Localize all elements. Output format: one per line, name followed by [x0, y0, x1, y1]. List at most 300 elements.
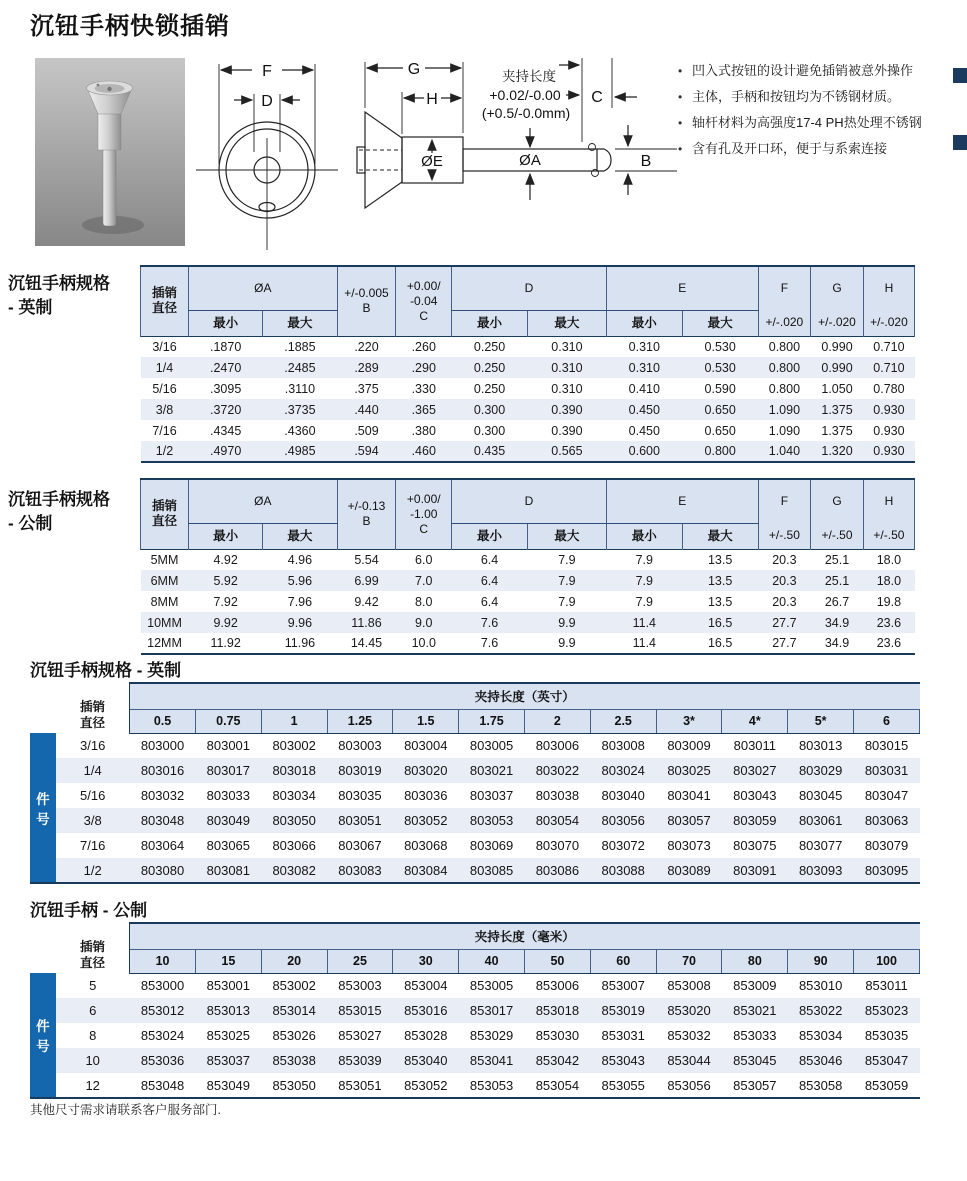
cell-value: .3735: [284, 402, 316, 417]
subheader-max: 最大: [263, 523, 337, 549]
cell-value: 803011: [733, 738, 777, 754]
size-header: 5*: [788, 709, 854, 733]
cell-value: 803040: [601, 788, 645, 803]
cell-value: 853046: [798, 1053, 843, 1068]
cell-value: 853020: [667, 1003, 711, 1018]
subheader-min: 最小: [606, 310, 682, 336]
cell-value: 803088: [601, 862, 645, 878]
row-diameter: 5/16: [152, 381, 177, 396]
cell-value: 853027: [338, 1028, 382, 1043]
cell-value: 0.565: [551, 444, 583, 458]
col-header-a: ØA: [188, 266, 337, 310]
cell-value: 803082: [272, 862, 316, 878]
cell-value: 6.4: [452, 549, 528, 570]
cell-value: 853051: [338, 1077, 382, 1093]
cell-value: 0.390: [551, 423, 583, 438]
cell-value: 27.7: [772, 615, 797, 630]
cell-value: 0.590: [704, 381, 736, 396]
cell-value: 803080: [140, 862, 185, 878]
cell-value: 803070: [535, 838, 580, 853]
cell-value: 853029: [469, 1028, 514, 1043]
cell-value: 803018: [272, 763, 316, 778]
table-row: [141, 357, 915, 378]
cell-value: 803019: [338, 763, 382, 778]
cell-value: 13.5: [707, 594, 733, 609]
cell-value: 0.800: [758, 336, 811, 357]
size-header: 6: [854, 709, 920, 733]
cell-value: 853048: [140, 1077, 185, 1093]
cell-value: 14.45: [350, 636, 383, 650]
cell-value: 0.710: [863, 336, 914, 357]
dim-label-c: C: [591, 89, 603, 106]
cell-value: 7.96: [287, 594, 313, 609]
cell-value: 853059: [864, 1077, 909, 1093]
row-diameter: 8MM: [150, 594, 179, 609]
cell-value: 803051: [338, 813, 382, 828]
cell-value: 803004: [404, 738, 448, 754]
cell-value: 853041: [469, 1053, 514, 1068]
cell-value: 0.300: [473, 423, 506, 438]
cell-value: 1.320: [821, 444, 853, 458]
cell-value: 803093: [798, 862, 843, 878]
cell-value: .594: [354, 444, 379, 458]
cell-value: 11.96: [284, 636, 316, 650]
cell-value: 803059: [733, 813, 777, 828]
cell-value: 803066: [272, 838, 316, 853]
cell-value: 853054: [535, 1077, 580, 1093]
cell-value: 0.600: [628, 444, 660, 458]
subheader-min: 最小: [452, 523, 528, 549]
cell-value: 0.990: [811, 336, 864, 357]
band-label: 号: [36, 1039, 50, 1054]
cell-value: 803091: [733, 862, 777, 878]
size-header: 20: [261, 949, 327, 973]
cell-value: 11.86: [351, 615, 382, 630]
cell-value: 5.92: [213, 573, 238, 588]
cell-value: 803008: [601, 738, 645, 754]
cell-value: 853014: [272, 1003, 316, 1018]
cell-value: 853047: [864, 1053, 909, 1068]
cell-value: .460: [411, 444, 436, 458]
cell-value: 803048: [140, 813, 185, 828]
cell-value: 853032: [667, 1028, 711, 1043]
cell-value: 853028: [404, 1028, 448, 1043]
grip-length-label: 夹持长度: [502, 69, 556, 84]
cell-value: 0.450: [628, 423, 660, 438]
bullet-icon: •: [678, 142, 683, 156]
cell-value: 853016: [404, 1003, 448, 1018]
cell-value: 0.530: [704, 360, 736, 375]
table-row: [30, 783, 920, 808]
cell-value: 19.8: [876, 594, 902, 609]
cell-value: 803077: [798, 838, 843, 853]
col-header-diameter: 插销 直径: [141, 479, 189, 549]
subheader-g-tol: +/-.020: [811, 310, 864, 336]
cell-value: 0.530: [682, 336, 758, 357]
cell-value: .375: [354, 381, 379, 396]
cell-value: 803063: [864, 813, 909, 828]
cell-value: 803001: [206, 738, 251, 754]
dim-label-h: H: [426, 91, 438, 108]
section-heading-pn-inch: 沉钮手柄规格 - 英制: [30, 661, 182, 680]
cell-value: .4985: [284, 444, 316, 458]
cell-value: 803016: [140, 763, 185, 778]
cell-value: 803024: [601, 763, 645, 778]
cell-value: 803017: [206, 763, 251, 778]
size-header: 2: [524, 709, 590, 733]
feature-text: 凹入式按钮的设计避免插销被意外操作: [692, 63, 914, 78]
cell-value: .3720: [209, 402, 242, 417]
cell-value: 0.800: [768, 381, 801, 396]
cell-value: 0.450: [628, 402, 660, 417]
cell-value: 7.9: [558, 594, 576, 609]
cell-value: 9.92: [213, 615, 238, 630]
cell-value: 7.9: [635, 573, 653, 588]
cell-value: 1.040: [768, 444, 801, 458]
cell-value: 0.310: [551, 381, 583, 396]
cell-value: 26.7: [824, 594, 850, 609]
cell-value: 27.7: [772, 636, 797, 650]
dim-label-b: B: [640, 153, 652, 170]
cell-value: 853003: [338, 978, 382, 994]
cell-value: 853002: [272, 978, 316, 994]
section-label-spec-metric: 沉钮手柄规格 - 公制: [8, 490, 110, 533]
cell-value: 853045: [733, 1053, 777, 1068]
cell-value: 803053: [469, 813, 514, 828]
cell-value: 853019: [601, 1003, 645, 1018]
cell-value: 803021: [469, 763, 514, 778]
cell-value: 853001: [206, 978, 251, 994]
cell-value: 803031: [864, 763, 909, 778]
cell-value: 1.375: [821, 402, 853, 417]
cell-value: 803029: [798, 763, 843, 778]
size-header: 60: [590, 949, 656, 973]
cell-value: 0.410: [628, 381, 660, 396]
cell-value: 803050: [272, 813, 316, 828]
cell-value: .330: [411, 381, 436, 396]
col-header-d: D: [452, 479, 607, 523]
cell-value: 803052: [404, 813, 448, 828]
cell-value: 803067: [338, 838, 382, 853]
cell-value: 803061: [798, 813, 843, 828]
cell-value: 5.96: [287, 573, 313, 588]
subheader-h-tol: +/-.50: [863, 523, 914, 549]
bullet-icon: •: [678, 64, 683, 78]
cell-value: 6.4: [480, 594, 499, 609]
col-header-c: +0.00/ -1.00 C: [396, 479, 452, 549]
cell-value: 803022: [535, 763, 580, 778]
cell-value: 853026: [272, 1028, 316, 1043]
size-header: 1.5: [393, 709, 459, 733]
part-number-table-inch: [30, 682, 920, 884]
cell-value: 803000: [140, 738, 185, 754]
cell-value: .220: [337, 336, 396, 357]
cell-value: 853031: [601, 1028, 645, 1043]
cell-value: 853017: [469, 1003, 514, 1018]
cell-value: .380: [411, 423, 436, 438]
table-row: [141, 399, 915, 420]
cell-value: 803033: [206, 788, 251, 803]
cell-value: 9.0: [415, 615, 433, 630]
cell-value: 16.5: [707, 615, 733, 630]
table-row: [30, 998, 920, 1023]
cell-value: 20.3: [758, 549, 811, 570]
cell-value: 803005: [469, 738, 514, 754]
cell-value: 4.96: [263, 549, 337, 570]
cell-value: 803056: [601, 813, 645, 828]
col-header-e: E: [606, 266, 758, 310]
col-header-a: ØA: [188, 479, 337, 523]
subheader-f-tol: +/-.50: [758, 523, 811, 549]
size-header: 40: [459, 949, 525, 973]
cell-value: 0.650: [704, 402, 736, 417]
cell-value: 853021: [733, 1003, 777, 1018]
cell-value: 853004: [404, 978, 448, 994]
cell-value: 0.250: [473, 360, 506, 375]
cell-value: 853006: [535, 978, 580, 994]
cell-value: 7.9: [527, 549, 606, 570]
band-label: 件: [36, 1019, 50, 1034]
page-title: 沉钮手柄快锁插销: [30, 13, 230, 40]
cell-value: 20.3: [772, 594, 797, 609]
cell-value: 9.9: [558, 615, 576, 630]
col-header-g: G: [811, 266, 864, 310]
cell-value: .3095: [209, 381, 242, 396]
spec-table-inch: [140, 265, 915, 463]
feature-item: [678, 58, 966, 84]
cell-value: 803086: [535, 862, 580, 878]
subheader-min: 最小: [606, 523, 682, 549]
cell-value: 0.310: [527, 336, 606, 357]
cell-value: 6.4: [480, 573, 499, 588]
cell-value: 0.800: [704, 444, 736, 458]
cell-value: 853010: [798, 978, 843, 994]
subheader-h-tol: +/-.020: [863, 310, 914, 336]
cell-value: 803013: [798, 738, 843, 754]
size-header: 10: [130, 949, 196, 973]
col-header-e: E: [606, 479, 758, 523]
cell-value: 803032: [140, 788, 185, 803]
size-header: 80: [722, 949, 788, 973]
row-diameter: 5: [89, 978, 97, 993]
spec-table-metric: [140, 478, 915, 655]
table-row: [30, 973, 920, 998]
cell-value: 0.310: [606, 336, 682, 357]
cell-value: 853052: [404, 1077, 448, 1093]
table-row: [30, 758, 920, 783]
cell-value: 20.3: [772, 573, 797, 588]
cell-value: 9.9: [558, 636, 576, 650]
row-diameter: 10: [85, 1053, 100, 1068]
cell-value: 803015: [864, 738, 909, 754]
cell-value: 803085: [469, 862, 514, 878]
cell-value: 0.390: [551, 402, 583, 417]
cell-value: 803054: [535, 813, 580, 828]
cell-value: 0.300: [473, 402, 506, 417]
cell-value: 1.090: [768, 423, 801, 438]
cell-value: 23.6: [876, 636, 902, 650]
table-row: [30, 833, 920, 858]
row-diameter: 3/16: [80, 738, 106, 753]
cell-value: 803073: [667, 838, 711, 853]
cell-value: 853053: [469, 1077, 514, 1093]
cell-value: 7.9: [635, 594, 653, 609]
cell-value: 25.1: [811, 549, 864, 570]
grip-length-header: 夹持长度（英寸）: [130, 683, 920, 709]
size-header: 3*: [656, 709, 722, 733]
cell-value: 803043: [733, 788, 777, 803]
cell-value: 18.0: [876, 573, 902, 588]
cell-value: 0.310: [551, 360, 583, 375]
subheader-min: 最小: [452, 310, 528, 336]
feature-item: [678, 136, 966, 162]
cell-value: 34.9: [824, 636, 850, 650]
cell-value: 803083: [338, 862, 382, 878]
cell-value: 803068: [404, 838, 448, 853]
cell-value: 853037: [206, 1053, 251, 1068]
cell-value: .440: [354, 402, 379, 417]
cell-value: 0.800: [768, 360, 801, 375]
subheader-f-tol: +/-.020: [758, 310, 811, 336]
cell-value: 853039: [338, 1053, 382, 1068]
table-row: [141, 591, 915, 612]
cell-value: 853000: [140, 978, 185, 994]
cell-value: 803049: [206, 813, 251, 828]
row-diameter: 1/4: [83, 763, 102, 778]
product-photo: [35, 58, 185, 251]
row-diameter: 3/8: [155, 402, 174, 417]
cell-value: 6.99: [354, 573, 379, 588]
cell-value: 803057: [667, 813, 711, 828]
dim-label-a: ØA: [519, 152, 541, 169]
cell-value: 853013: [206, 1003, 251, 1018]
cell-value: 853030: [535, 1028, 580, 1043]
subheader-min: 最小: [188, 310, 262, 336]
dim-label-e: ØE: [421, 153, 443, 170]
cell-value: 11.4: [632, 636, 657, 650]
cell-value: .509: [354, 423, 379, 438]
feature-item: [678, 110, 966, 136]
subheader-min: 最小: [188, 523, 262, 549]
table-row: [141, 336, 915, 357]
cell-value: 0.710: [873, 360, 905, 375]
size-header: 1.25: [327, 709, 393, 733]
col-header-diameter: 插销 直径: [141, 266, 189, 336]
subheader-max: 最大: [682, 310, 758, 336]
cell-value: 7.6: [480, 615, 499, 630]
cell-value: 6.0: [396, 549, 452, 570]
cell-value: .4345: [209, 423, 242, 438]
cell-value: 853005: [469, 978, 514, 994]
cell-value: 803003: [338, 738, 382, 754]
col-header-h: H: [863, 266, 914, 310]
cell-value: 803075: [733, 838, 777, 853]
side-view-diagram: [345, 50, 680, 255]
part-number-band: [30, 733, 56, 883]
cell-value: 853015: [338, 1003, 382, 1018]
cell-value: 0.930: [873, 444, 905, 458]
cell-value: 853034: [798, 1028, 843, 1043]
cell-value: 18.0: [863, 549, 914, 570]
cell-value: 853009: [733, 978, 777, 994]
cell-value: 803095: [864, 862, 909, 878]
cell-value: 0.650: [704, 423, 736, 438]
bullet-icon: •: [678, 90, 683, 104]
col-header-h: H: [863, 479, 914, 523]
cell-value: 0.930: [873, 402, 905, 417]
row-diameter: 1/2: [83, 862, 102, 878]
table-row: [141, 612, 915, 633]
cell-value: 5.54: [337, 549, 396, 570]
table-row: [141, 441, 915, 462]
size-header: 4*: [722, 709, 788, 733]
size-header: 0.5: [130, 709, 196, 733]
cell-value: 0.310: [628, 360, 660, 375]
grip-tolerance-inch: +0.02/-0.00: [489, 87, 561, 103]
cell-value: 0.435: [473, 444, 506, 458]
cell-value: 13.5: [707, 573, 733, 588]
row-diameter: 7/16: [152, 423, 177, 438]
table-row: [30, 858, 920, 883]
page-edge-tab: [953, 135, 967, 150]
row-diameter: 10MM: [147, 615, 182, 630]
row-diameter: 8: [89, 1028, 97, 1043]
cell-value: .4970: [209, 444, 242, 458]
table-row: [30, 1073, 920, 1098]
cell-value: 803041: [667, 788, 711, 803]
part-number-table-metric: [30, 922, 920, 1099]
row-diameter: 1/2: [155, 444, 174, 458]
dim-label-g: G: [407, 61, 421, 78]
cell-value: 11.4: [632, 615, 657, 630]
row-diameter: 12: [85, 1077, 100, 1093]
cell-value: 4.92: [188, 549, 262, 570]
cell-value: 8.0: [415, 594, 433, 609]
cell-value: 25.1: [824, 573, 850, 588]
row-diameter: 1/4: [155, 360, 174, 375]
feature-text: 主体，手柄和按钮均为不锈钢材质。: [692, 89, 901, 104]
cell-value: .365: [411, 402, 436, 417]
cell-value: 9.96: [287, 615, 313, 630]
front-view-diagram: [192, 52, 342, 257]
cell-value: 7.9: [558, 573, 576, 588]
size-header: 30: [393, 949, 459, 973]
size-header: 1.75: [459, 709, 525, 733]
grip-tolerance-mm: (+0.5/-0.0mm): [481, 105, 571, 121]
size-header: 70: [656, 949, 722, 973]
col-header-c: +0.00/ -0.04 C: [396, 266, 452, 336]
cell-value: 853040: [404, 1053, 448, 1068]
cell-value: 853036: [140, 1053, 185, 1068]
part-number-band: [30, 973, 56, 1098]
cell-value: 853055: [601, 1077, 645, 1093]
size-header: 100: [854, 949, 920, 973]
row-diameter: 6: [89, 1003, 97, 1018]
subheader-max: 最大: [263, 310, 337, 336]
cell-value: 23.6: [876, 615, 902, 630]
row-diameter: 5MM: [141, 549, 189, 570]
cell-value: 853035: [864, 1028, 909, 1043]
cell-value: 853057: [733, 1077, 777, 1093]
cell-value: 803009: [667, 738, 711, 754]
cell-value: 7.0: [415, 573, 433, 588]
cell-value: 803045: [798, 788, 843, 803]
cell-value: 803069: [469, 838, 514, 853]
cell-value: 853023: [864, 1003, 909, 1018]
section-heading-pn-metric: 沉钮手柄 - 公制: [30, 901, 148, 920]
row-diameter: 7/16: [80, 838, 106, 853]
cell-value: 803035: [338, 788, 382, 803]
